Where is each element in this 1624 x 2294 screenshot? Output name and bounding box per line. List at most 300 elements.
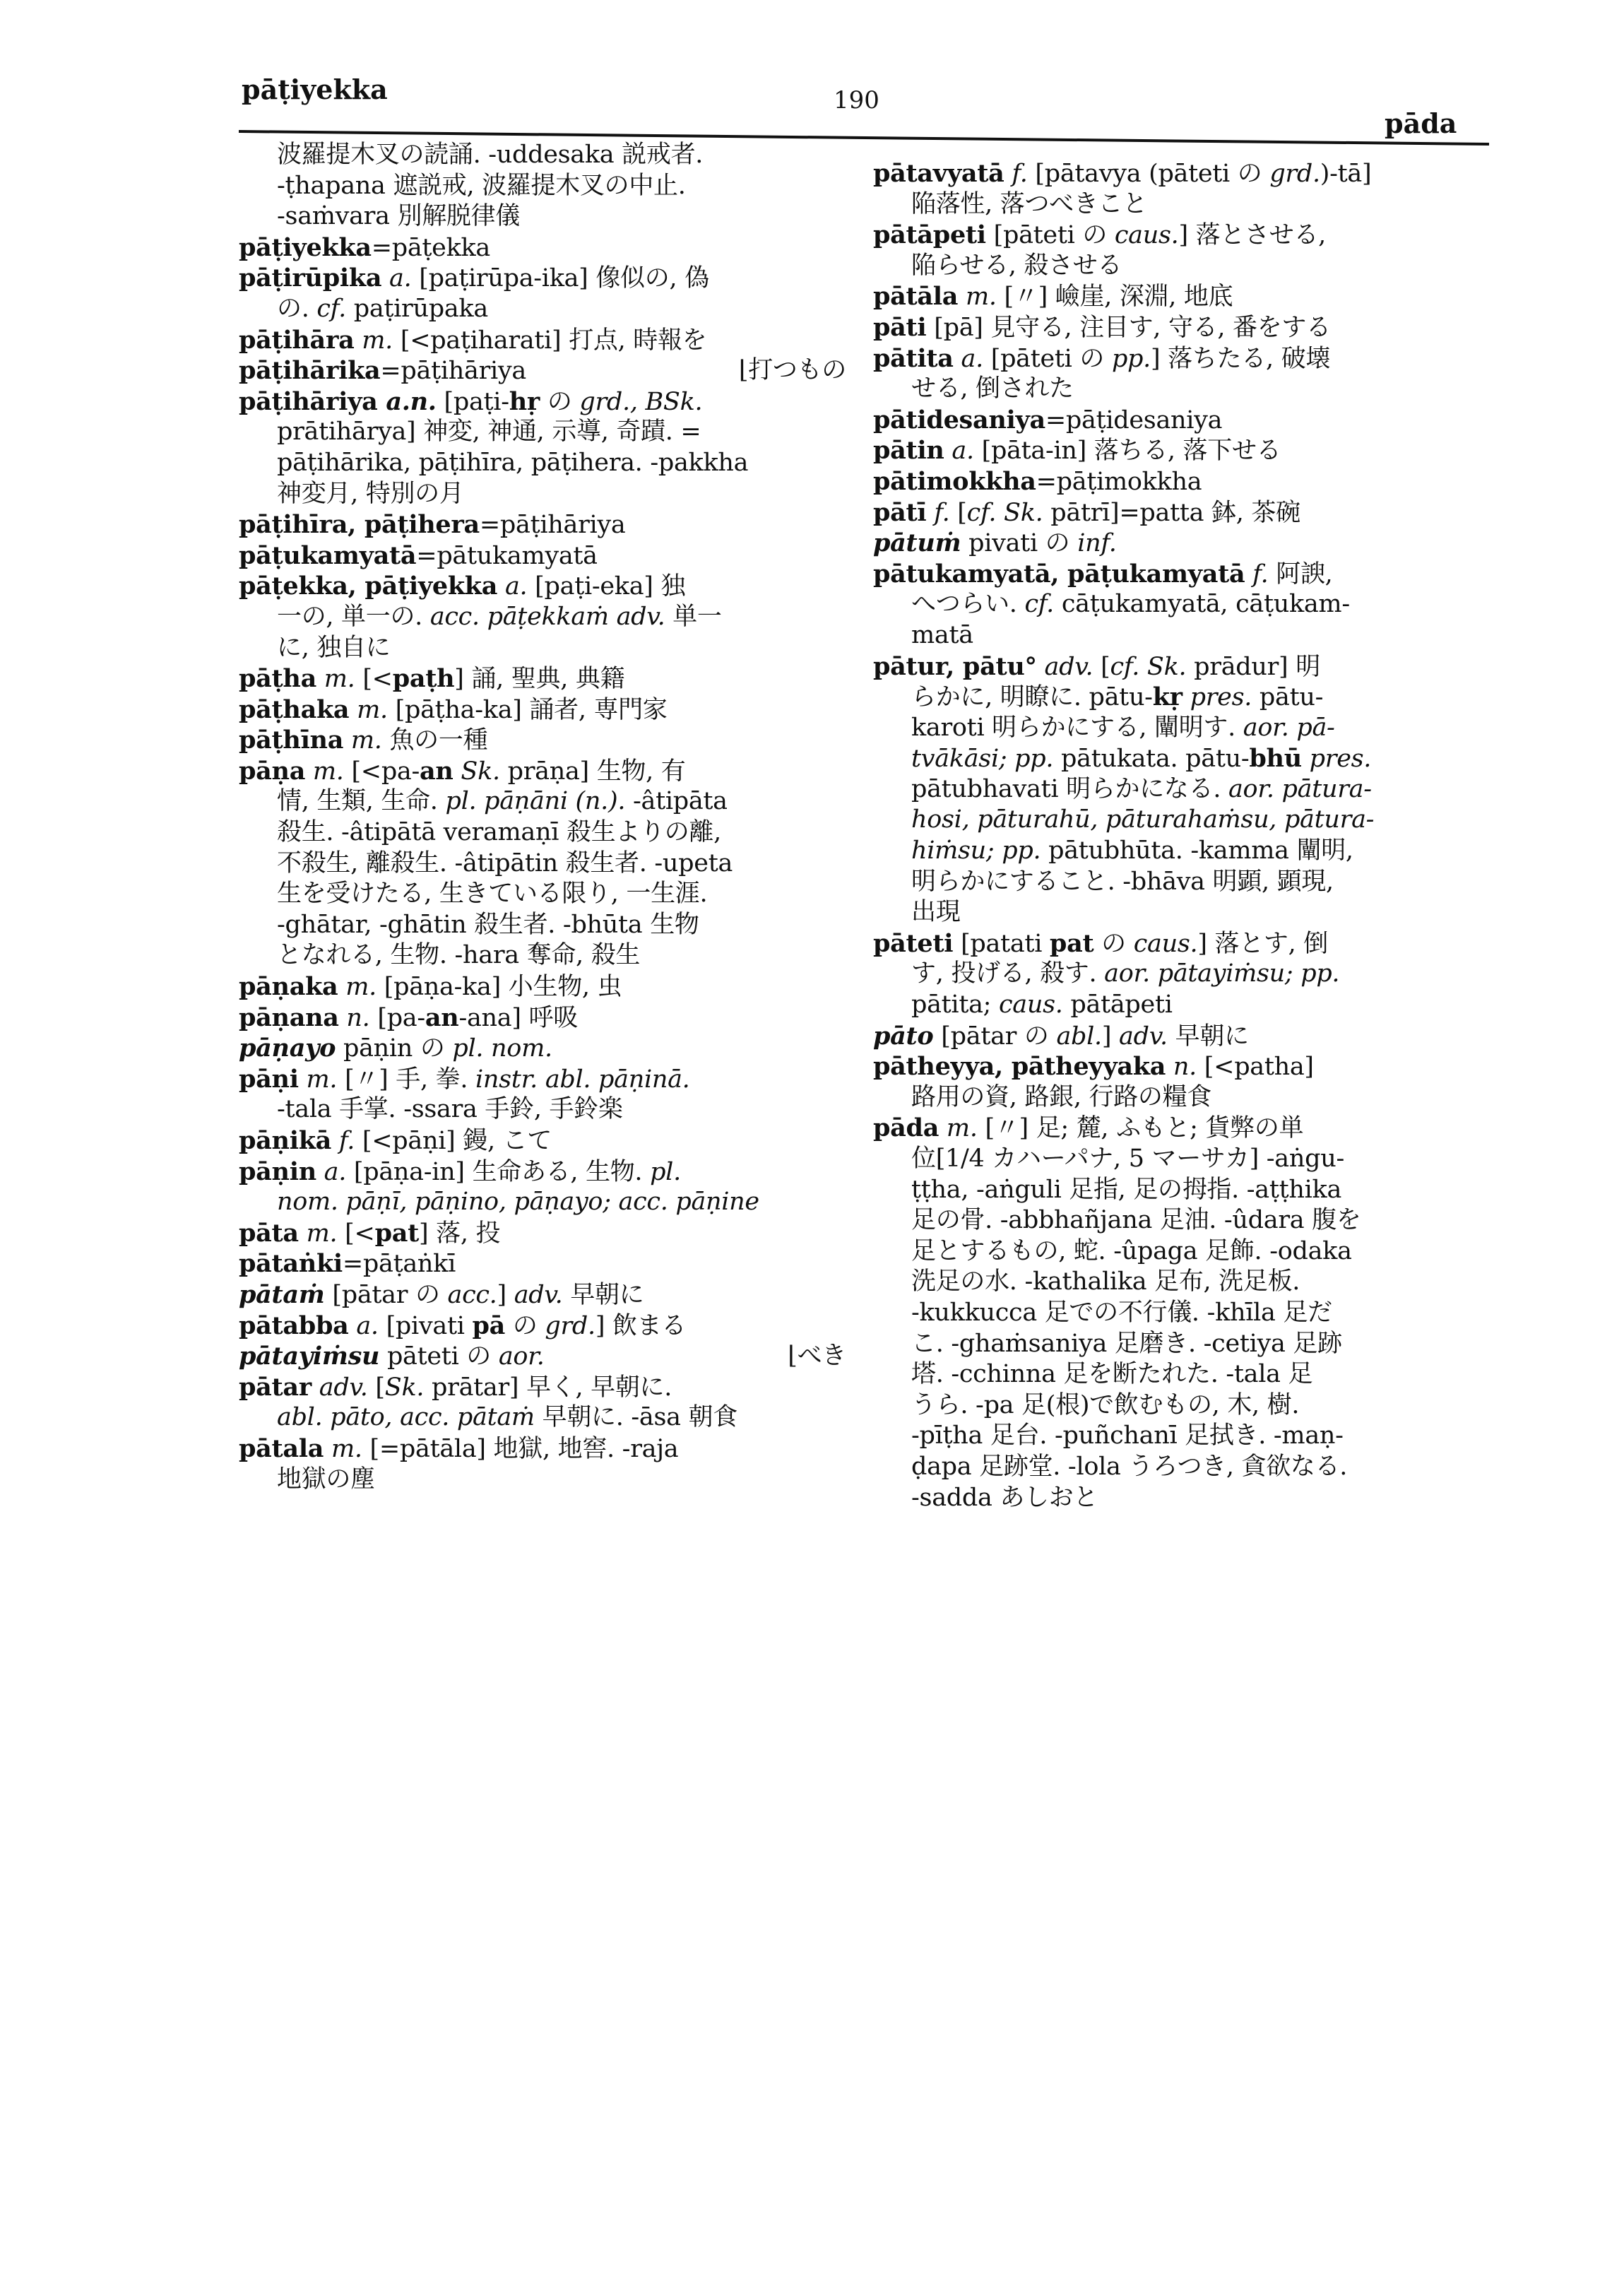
definition-text: kṛ [1152,682,1183,712]
entry-continuation-line [239,171,860,202]
headword: pātar [239,1372,312,1402]
headword: pāṭhīna [239,726,344,755]
definition-text: pāṇin の [336,1034,453,1063]
definition-text: a.n. [377,386,437,416]
definition-text: pātubhūta. -kamma 闡明, [1041,836,1353,865]
headword: pāṭihāra [239,325,355,355]
definition-text: cāṭukamyatā, cāṭukam- [1054,590,1350,619]
definition-text: [pāteti の [985,221,1115,250]
definition-text: の. [277,294,317,323]
grammar-abbrev: n. [1166,1053,1197,1082]
definition-text: =pāṭaṅkī [342,1250,456,1279]
definition-text: [pāṭha-ka] 誦者, 専門家 [387,695,668,724]
entry-continuation-line [873,743,1495,774]
headword: pātavyatā [873,159,1004,188]
entry-continuation-line [873,897,1495,928]
headword: pāṇayo [239,1034,336,1063]
definition-text: pātrī]=patta 鉢, 茶碗 [1043,498,1300,527]
headword: pāṭukamyatā [239,540,417,570]
headword: pātimokkha [873,466,1036,496]
definition-text: こ. -ghaṁsaniya 足磨き. -cetiya 足跡 [911,1329,1342,1358]
grammar-abbrev: m. [298,1219,338,1248]
grammar-abbrev: aor. pā- [1243,713,1335,742]
headword: pāti [873,312,927,342]
entry-continuation-line [239,1187,860,1218]
headword: pāṭihāriya [239,386,378,416]
definition-text: pāṭihārika, pāṭihīra, pāṭihera. -pakkha [277,448,749,477]
entry-headword-line [239,232,860,264]
definition-text: [<pāṇi] 鏝, こて [355,1127,552,1155]
definition-text: の [505,1311,545,1340]
grammar-abbrev: a. [316,1157,347,1186]
grammar-abbrev: a. [953,344,983,373]
entry-continuation-line [873,251,1495,282]
headword: pātabba [239,1311,349,1340]
headword: pāṇa [239,756,306,786]
entry-headword-line [239,540,860,572]
grammar-abbrev: pres. [1182,683,1252,712]
headword: pātaṁ [239,1279,325,1309]
headword: pātin [873,436,944,466]
grammar-abbrev: instr. abl. pāṇinā. [475,1065,690,1094]
headword: pātala [239,1433,324,1463]
definition-text: 位[1/4 カハーパナ, 5 マーサカ] -aṅgu- [911,1145,1344,1173]
guide-word-left: pāṭiyekka [242,73,388,105]
grammar-abbrev: f. [926,498,950,527]
grammar-abbrev: grd., BSk. [579,387,703,416]
grammar-abbrev: abl. pāto, acc. pātaṁ [277,1403,535,1432]
definition-text: [< [337,1219,375,1248]
definition-text: 一の, 単一の. [277,602,430,631]
definition-text: pat [1049,928,1094,958]
grammar-abbrev: abl. [1056,1022,1102,1051]
entry-continuation-line [239,479,860,510]
grammar-abbrev: n. [338,1003,370,1032]
definition-text: [〃] 嶮崖, 深淵, 地底 [996,283,1233,312]
definition-text: [〃] 手, 拳. [337,1065,476,1094]
definition-text: [pātar の [933,1022,1057,1051]
grammar-abbrev: hiṁsu; pp. [911,836,1041,865]
grammar-abbrev: adv. [1119,1022,1168,1051]
grammar-abbrev: Sk. [453,757,500,786]
entry-headword-line [873,220,1495,251]
entry-headword-line [239,1003,860,1034]
definition-text: ] 落とさせる, [1178,221,1326,250]
headword: pātidesaniya [873,405,1045,434]
headword: pāteti [873,928,954,958]
entry-continuation-line [873,1175,1495,1206]
headword: pātaṅki [239,1249,343,1279]
entry-headword-line [239,1341,860,1372]
grammar-abbrev: pl. nom. [452,1034,552,1063]
grammar-abbrev: m. [298,1065,338,1094]
definition-text: 魚の一種 [381,726,488,755]
definition-text: [paṭirūpa-ika] 像似の, 偽 [411,264,709,293]
definition-text: -kukkucca 足での不行儀. -khīla 足だ [911,1298,1332,1327]
entry-headword-line [873,1051,1495,1082]
entry-headword-line [239,325,860,356]
grammar-abbrev: pres. [1301,745,1372,774]
entry-headword-line [239,1372,860,1403]
definition-text: [pāteti の [983,344,1112,373]
definition-text: pātubhavati 明らかになる. [911,774,1228,803]
definition-text: 塔. -cchinna 足を断たれた. -tala 足 [911,1360,1313,1389]
headword: pāṭirūpika [239,264,382,293]
definition-text: 生を受けたる, 生きている限り, 一生涯. [277,880,708,909]
definition-text: -tala 手掌. -ssara 手鈴, 手鈴楽 [277,1095,623,1124]
entry-continuation-line [239,940,860,971]
entry-continuation-line [873,1452,1495,1483]
definition-text: 足とするもの, 蛇. -ûpaga 足飾. -odaka [911,1236,1352,1265]
grammar-abbrev: m. [324,1434,362,1463]
grammar-abbrev: pl. pāṇāni (n.). [445,787,626,816]
entry-headword-line [239,1125,860,1157]
definition-text: pā [472,1311,506,1340]
entry-continuation-line [873,959,1495,990]
entry-continuation-line [239,633,860,664]
definition-text: hṛ [509,386,540,416]
headword: pātukamyatā, pāṭukamyatā [873,559,1245,589]
definition-text: 明らかにすること. -bhāva 明顕, 顕現, [911,867,1334,896]
entry-headword-line [873,559,1495,590]
grammar-abbrev: pl. [650,1157,681,1186]
definition-text: [pāṇa-in] 生命ある, 生物. [346,1157,651,1186]
definition-text: [pātavya (pāteti の [1027,160,1270,188]
definition-text: の [540,387,580,416]
grammar-abbrev: a. [348,1311,379,1340]
definition-text: pāteti の [379,1342,499,1371]
headword: pātita [873,343,954,373]
entry-headword-line [873,651,1495,682]
grammar-abbrev: f. [331,1127,355,1155]
definition-text: paṭh [392,664,455,694]
definition-text: [ [367,1373,385,1402]
definition-text: へつらい. [911,590,1025,619]
definition-text: 阿諛, [1268,560,1333,589]
definition-text: 殺生. -âtipātā veramaṇī 殺生よりの離, [277,818,721,847]
entry-headword-line [873,312,1495,343]
grammar-abbrev: m. [958,283,997,312]
entry-headword-line [239,571,860,602]
left-column [239,140,860,1495]
definition-text: [<pa- [343,757,420,786]
entry-headword-line [873,343,1495,374]
grammar-abbrev: caus. [1133,929,1198,958]
entry-headword-line [239,1248,860,1279]
grammar-abbrev: acc. [447,1280,497,1309]
definition-text: prātar] 早く, 早朝に. [424,1373,672,1402]
headword: pātī [873,497,927,527]
headword: pāṭiyekka [239,232,372,262]
entry-continuation-line [239,849,860,880]
definition-text: 神変月, 特別の月 [277,479,464,508]
entry-headword-line [873,1113,1495,1144]
entry-continuation-line [873,1329,1495,1360]
entry-headword-line [239,509,860,540]
definition-text: [pāta-in] 落ちる, 落下せる [973,437,1281,466]
grammar-abbrev: aor. pātura- [1228,774,1372,803]
definition-text: an [425,1003,459,1032]
grammar-abbrev: adv. [514,1280,563,1309]
entry-headword-line [239,725,860,756]
entry-continuation-line [873,1267,1495,1298]
headword: pāṭha [239,664,316,694]
entry-continuation-line [239,602,860,633]
entry-headword-line [239,1157,860,1188]
entry-continuation-line [873,1359,1495,1390]
headword: pātheyya, pātheyyaka [873,1052,1166,1082]
definition-text: らかに, 明瞭に. pātu- [911,683,1153,712]
definition-text: -ana] 呼吸 [458,1003,578,1032]
definition-text: 早朝に [562,1280,644,1309]
entry-continuation-line [873,836,1495,867]
grammar-abbrev: aor. pātayiṁsu; pp. [1104,959,1340,988]
definition-text: 出現 [911,898,961,927]
entry-headword-line [239,971,860,1003]
entry-continuation-line [239,786,860,817]
definition-text: karoti 明らかにする, 闡明す. [911,713,1243,742]
definition-text: [pivati [378,1311,473,1340]
grammar-abbrev: f. [1004,160,1028,188]
grammar-abbrev: nom. pāṇī, pāṇino, pāṇayo; acc. pāṇine [277,1188,759,1217]
entry-continuation-line [873,589,1495,620]
headword: pāṭhaka [239,694,350,724]
definition-text: -ṭhapana 遮説戒, 波羅提木叉の中止. [277,171,686,200]
definition-text: 洗足の水. -kathalika 足布, 洗足板. [911,1267,1300,1296]
definition-text: ] 飲まる [595,1311,687,1340]
grammar-abbrev: m. [939,1114,978,1143]
definition-text: [< [355,665,393,694]
headword: pātāla [873,282,959,312]
entry-continuation-line [239,201,860,232]
headword: pāṇi [239,1064,299,1094]
headword: pāda [873,1113,940,1143]
definition-text: ] 落ちたる, 破壊 [1150,344,1331,373]
definition-text: [ [949,498,967,527]
definition-text: prādur] 明 [1186,652,1320,681]
definition-text: -ghātar, -ghātin 殺生者. -bhūta 生物 [277,910,699,939]
headword: pāṇin [239,1157,316,1186]
definition-text: pat [374,1218,419,1248]
grammar-abbrev: m. [338,973,377,1002]
definition-text: 不殺生, 離殺生. -âtipātin 殺生者. -upeta [277,849,733,877]
entry-headword-line [873,928,1495,959]
grammar-abbrev: grd. [1269,160,1320,188]
headword: pāta [239,1218,299,1248]
entry-continuation-line [873,682,1495,713]
entry-continuation-line [239,817,860,849]
grammar-abbrev: caus. [998,991,1063,1019]
grammar-abbrev: adv. [311,1373,368,1402]
entry-headword-line [239,1218,860,1249]
definition-text: [=pātāla] 地獄, 地窖. -raja [362,1434,679,1463]
entry-headword-line [873,528,1495,559]
definition-text: [pātar の [324,1280,448,1309]
definition-text: [patati [953,929,1050,958]
guide-word-right: pāda [1385,107,1457,139]
definition-text: [〃] 足; 麓, ふもと; 貨弊の単 [977,1114,1304,1143]
definition-text: となれる, 生物. -hara 奪命, 殺生 [277,941,641,970]
definition-text: す, 投げる, 殺す. [911,959,1105,988]
grammar-abbrev: tvākāsi; pp. [911,745,1054,774]
definition-text: ] 落, 投 [418,1219,501,1248]
entry-headword-line [239,756,860,787]
headword: pātuṁ [873,528,961,558]
definition-text: -saṁvara 別解脱律儀 [277,202,521,231]
definition-text: に, 独自に [277,633,391,662]
definition-text: [pa- [369,1003,425,1032]
definition-text: 波羅提木叉の読誦. -uddesaka 説戒者. [277,141,704,169]
entry-continuation-line [239,879,860,910]
entry-headword-line [239,663,860,694]
entry-headword-line [239,263,860,294]
definition-text: =pāṭekka [371,233,490,262]
headword: pāṭihīra, pāṭihera [239,510,480,540]
entry-headword-line [873,281,1495,312]
grammar-abbrev: cf. [316,294,346,323]
definition-text: せる, 倒された [911,374,1074,403]
definition-text: -âtipāta [625,787,728,816]
grammar-abbrev: aor. [498,1342,545,1371]
entry-headword-line [239,1064,860,1095]
definition-text: pivati の [961,529,1078,558]
definition-text: 早朝に [1167,1022,1249,1051]
entry-continuation-line [873,1236,1495,1267]
definition-text: ] [497,1280,514,1309]
headword: pātāpeti [873,220,986,250]
entry-continuation-line [873,620,1495,651]
definition-text: [paṭi- [436,387,509,416]
grammar-abbrev: a. [944,437,974,466]
definition-text: ] 誦, 聖典, 典籍 [454,665,625,694]
page-number: 190 [834,86,879,114]
grammar-abbrev: m. [343,726,382,755]
definition-text: matā [911,620,973,649]
definition-text: [ [1093,652,1110,681]
definition-text: =pāṭimokkha [1036,467,1202,496]
grammar-abbrev: f. [1245,560,1269,589]
definition-text: [paṭi-eka] 独 [527,572,686,601]
definition-text: pātāpeti [1062,991,1173,1019]
grammar-abbrev: hosi, pāturahū, pāturahaṁsu, pātura- [911,805,1375,834]
entry-headword-line [873,1021,1495,1052]
definition-text: prāṇa] 生物, 有 [499,757,686,786]
entry-headword-line [873,405,1495,436]
entry-continuation-line [873,1390,1495,1421]
definition-text: [<paṭiharati] 打点, 時報を [393,326,707,355]
grammar-abbrev: inf. [1077,529,1117,558]
entry-continuation-line [873,1421,1495,1452]
entry-continuation-line [873,1144,1495,1175]
headword: pāṇikā [239,1126,332,1155]
grammar-abbrev: grd. [545,1311,595,1340]
entry-continuation-line [873,1298,1495,1329]
headword: pāṇana [239,1003,339,1032]
entry-headword-line [239,694,860,726]
definition-text: -sadda あしおと [911,1483,1098,1512]
definition-text: pātita; [911,991,999,1019]
entry-continuation-line [873,867,1495,898]
definition-text: pātu- [1252,683,1324,712]
grammar-abbrev: a. [381,264,412,293]
definition-text: の [1093,929,1134,958]
entry-headword-line [239,1433,860,1465]
entry-continuation-line [873,189,1495,220]
grammar-abbrev: cf. Sk. [1110,652,1187,681]
grammar-abbrev: adv. [1036,652,1093,681]
entry-continuation-line [873,774,1495,805]
entry-continuation-line [239,1094,860,1125]
entry-headword-line [873,497,1495,528]
definition-text: うら. -pa 足(根)で飲むもの, 木, 樹. [911,1390,1300,1419]
entry-headword-line [873,435,1495,466]
right-column [873,158,1495,1513]
definition-text: ] [1101,1022,1120,1051]
definition-text: 陥落性, 落つべきこと [911,189,1147,218]
grammar-abbrev: m. [316,665,355,694]
definition-text: 足の骨. -abbhañjana 足油. -ûdara 腹を [911,1206,1361,1235]
definition-text: an [420,756,454,786]
headword: pāṭihārika [239,356,381,386]
headword: pāto [873,1021,934,1051]
entry-headword-line [239,386,860,418]
definition-text: paṭirūpaka [345,294,488,323]
overflow-fragment: ⌊べき [788,1342,846,1371]
entry-continuation-line [239,1402,860,1433]
definition-text: -pīṭha 足台. -puñchanī 足拭き. -maṇ- [911,1421,1344,1450]
definition-text: ] 落とす, 倒 [1197,929,1328,958]
grammar-abbrev: caus. [1114,221,1179,250]
definition-text: 単一 [665,602,722,631]
entry-headword-line [239,355,860,386]
definition-text: prātihārya] 神変, 神通, 示導, 奇蹟. = [277,418,701,447]
entry-continuation-line [239,294,860,325]
grammar-abbrev: cf. [1024,590,1054,619]
grammar-abbrev: a. [497,572,528,601]
headword: pātayiṁsu [239,1342,380,1371]
entry-continuation-line [873,374,1495,405]
entry-continuation-line [239,1465,860,1496]
definition-text: [pā] 見守る, 注目す, 守る, 番をする [926,313,1331,342]
entry-continuation-line [239,417,860,448]
entry-continuation-line [873,713,1495,744]
entry-continuation-line [873,1483,1495,1514]
definition-text: [<patha] [1196,1053,1314,1082]
definition-text: bhū [1249,744,1302,774]
headword: pāṇaka [239,972,338,1002]
entry-continuation-line [873,1205,1495,1236]
definition-text: ḍapa 足跡堂. -lola うろつき, 貪欲なる. [911,1452,1348,1481]
entry-continuation-line [873,805,1495,836]
entry-headword-line [239,1279,860,1311]
definition-text: [pāṇa-ka] 小生物, 虫 [376,973,622,1002]
entry-continuation-line [873,1082,1495,1113]
grammar-abbrev: m. [349,695,388,724]
grammar-abbrev: acc. pāṭekkaṁ adv. [429,602,665,631]
grammar-abbrev: Sk. [384,1373,425,1402]
entry-headword-line [239,1311,860,1342]
definition-text: 情, 生類, 生命. [277,787,446,816]
definition-text: )-tā] [1320,160,1372,188]
entry-continuation-line [239,910,860,941]
definition-text: 陥らせる, 殺させる [911,251,1122,280]
entry-continuation-line [239,448,860,479]
headword: pātur, pātu° [873,651,1037,681]
definition-text: 路用の資, 路銀, 行路の糧食 [911,1082,1212,1111]
definition-text: =pātukamyatā [416,541,598,570]
grammar-abbrev: cf. Sk. [966,498,1043,527]
grammar-abbrev: m. [354,326,393,355]
